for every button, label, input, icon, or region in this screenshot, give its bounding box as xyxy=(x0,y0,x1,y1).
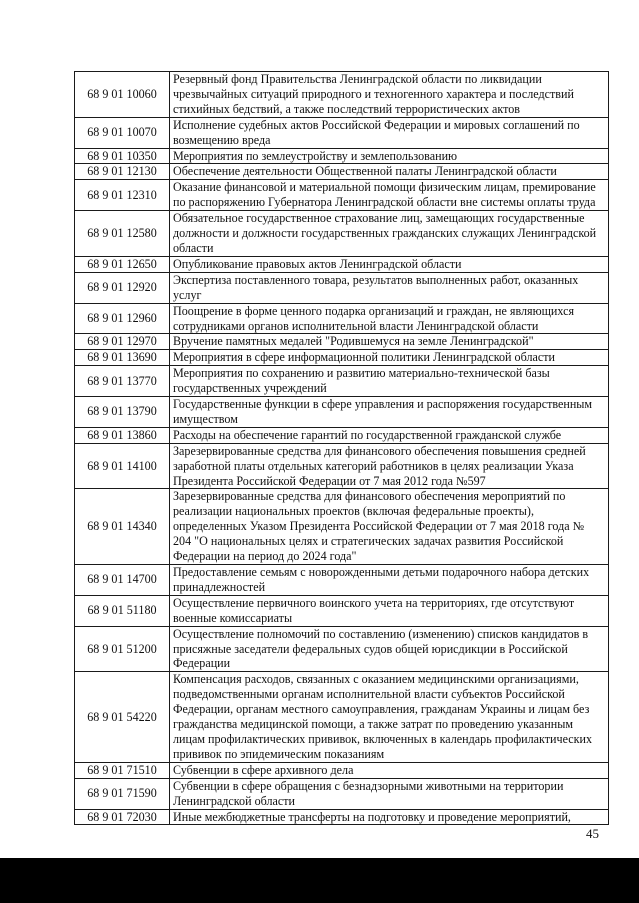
expense-description-cell: Субвенции в сфере архивного дела xyxy=(170,762,609,778)
expense-description-cell: Расходы на обеспечение гарантий по государственной гражданской службе xyxy=(170,427,609,443)
table-row xyxy=(75,303,609,334)
table-row xyxy=(75,565,609,596)
budget-code-cell: 68 9 01 71590 xyxy=(75,778,170,809)
budget-code-cell: 68 9 01 71510 xyxy=(75,762,170,778)
scan-bottom-border xyxy=(0,858,639,903)
table-row xyxy=(75,672,609,762)
budget-code-cell: 68 9 01 51200 xyxy=(75,626,170,672)
budget-code-cell: 68 9 01 51180 xyxy=(75,595,170,626)
expense-description-cell: Субвенции в сфере обращения с безнадзорными животными на территории Ленинградской области xyxy=(170,778,609,809)
budget-code-cell: 68 9 01 14700 xyxy=(75,565,170,596)
budget-code-cell: 68 9 01 12970 xyxy=(75,334,170,350)
table-row xyxy=(75,117,609,148)
page-number: 45 xyxy=(586,826,599,841)
table-row xyxy=(75,334,609,350)
expense-description-cell: Иные межбюджетные трансферты на подготовку и проведение мероприятий, xyxy=(170,809,609,825)
budget-code-cell: 68 9 01 12650 xyxy=(75,256,170,272)
expense-description-cell: Резервный фонд Правительства Ленинградской области по ликвидации чрезвычайных ситуаций природного и техногенного характера и последствий стихийных бедствий, а также последствий террористических актов xyxy=(170,72,609,118)
budget-code-cell: 68 9 01 13770 xyxy=(75,366,170,397)
budget-code-cell: 68 9 01 10350 xyxy=(75,148,170,164)
expense-description-cell: Экспертиза поставленного товара, результатов выполненных работ, оказанных услуг xyxy=(170,272,609,303)
expense-description-cell: Вручение памятных медалей "Родившемуся на земле Ленинградской" xyxy=(170,334,609,350)
table-row xyxy=(75,256,609,272)
table-row xyxy=(75,148,609,164)
expense-description-cell: Мероприятия в сфере информационной политики Ленинградской области xyxy=(170,350,609,366)
expense-description-cell: Компенсация расходов, связанных с оказанием медицинскими организациями, подведомственными органам исполнительной власти субъектов Российской Федерации, органам местного самоуправления, гражданам Украины и лицам без гражданства медицинской помощи, а также затрат по проведению указанным лицам профилактических прививок, включенных в календарь профилактических прививок по эпидемическим показаниям xyxy=(170,672,609,762)
budget-code-cell: 68 9 01 12130 xyxy=(75,164,170,180)
budget-code-cell: 68 9 01 13860 xyxy=(75,427,170,443)
budget-code-cell: 68 9 01 12960 xyxy=(75,303,170,334)
table-row xyxy=(75,809,609,825)
expense-description-cell: Предоставление семьям с новорожденными детьми подарочного набора детских принадлежностей xyxy=(170,565,609,596)
table-row xyxy=(75,350,609,366)
table-row xyxy=(75,211,609,257)
table-row xyxy=(75,180,609,211)
budget-code-cell: 68 9 01 12310 xyxy=(75,180,170,211)
expense-description-cell: Опубликование правовых актов Ленинградской области xyxy=(170,256,609,272)
budget-code-cell: 68 9 01 14100 xyxy=(75,443,170,489)
table-row xyxy=(75,626,609,672)
expense-description-cell: Оказание финансовой и материальной помощи физическим лицам, премирование по распоряжению Губернатора Ленинградской области вне системы оплаты труда xyxy=(170,180,609,211)
budget-code-cell: 68 9 01 10070 xyxy=(75,117,170,148)
table-row xyxy=(75,762,609,778)
budget-code-cell: 68 9 01 10060 xyxy=(75,72,170,118)
expense-description-cell: Государственные функции в сфере управления и распоряжения государственным имуществом xyxy=(170,397,609,428)
expense-description-cell: Исполнение судебных актов Российской Федерации и мировых соглашений по возмещению вреда xyxy=(170,117,609,148)
table-row xyxy=(75,366,609,397)
table-row xyxy=(75,397,609,428)
expense-description-cell: Мероприятия по землеустройству и землепользованию xyxy=(170,148,609,164)
budget-classification-table xyxy=(74,71,609,825)
table-row xyxy=(75,164,609,180)
expense-description-cell: Осуществление первичного воинского учета на территориях, где отсутствуют военные комиссариаты xyxy=(170,595,609,626)
budget-code-cell: 68 9 01 13690 xyxy=(75,350,170,366)
budget-code-cell: 68 9 01 72030 xyxy=(75,809,170,825)
table-row xyxy=(75,595,609,626)
expense-description-cell: Обязательное государственное страхование лиц, замещающих государственные должности и должности государственных гражданских служащих Ленинградской области xyxy=(170,211,609,257)
table-body xyxy=(75,72,609,825)
table-row xyxy=(75,443,609,489)
budget-code-cell: 68 9 01 13790 xyxy=(75,397,170,428)
expense-description-cell: Обеспечение деятельности Общественной палаты Ленинградской области xyxy=(170,164,609,180)
expense-description-cell: Зарезервированные средства для финансового обеспечения повышения средней заработной платы отдельных категорий работников в целях реализации Указа Президента Российской Федерации от 7 мая 2012 года №597 xyxy=(170,443,609,489)
budget-code-cell: 68 9 01 54220 xyxy=(75,672,170,762)
table-row xyxy=(75,272,609,303)
table-row xyxy=(75,72,609,118)
budget-code-cell: 68 9 01 14340 xyxy=(75,489,170,565)
budget-code-cell: 68 9 01 12920 xyxy=(75,272,170,303)
expense-description-cell: Мероприятия по сохранению и развитию материально-технической базы государственных учреждений xyxy=(170,366,609,397)
table-row xyxy=(75,489,609,565)
expense-description-cell: Зарезервированные средства для финансового обеспечения мероприятий по реализации национальных проектов (включая федеральные проекты), определенных Указом Президента Российской Федерации от 7 мая 2018 года № 204 "О национальных целях и стратегических задачах развития Российской Федерации на период до 2024 года" xyxy=(170,489,609,565)
table-row xyxy=(75,778,609,809)
expense-description-cell: Осуществление полномочий по составлению (изменению) списков кандидатов в присяжные заседатели федеральных судов общей юрисдикции в Российской Федерации xyxy=(170,626,609,672)
table-row xyxy=(75,427,609,443)
expense-description-cell: Поощрение в форме ценного подарка организаций и граждан, не являющихся сотрудниками органов исполнительной власти Ленинградской области xyxy=(170,303,609,334)
budget-code-cell: 68 9 01 12580 xyxy=(75,211,170,257)
